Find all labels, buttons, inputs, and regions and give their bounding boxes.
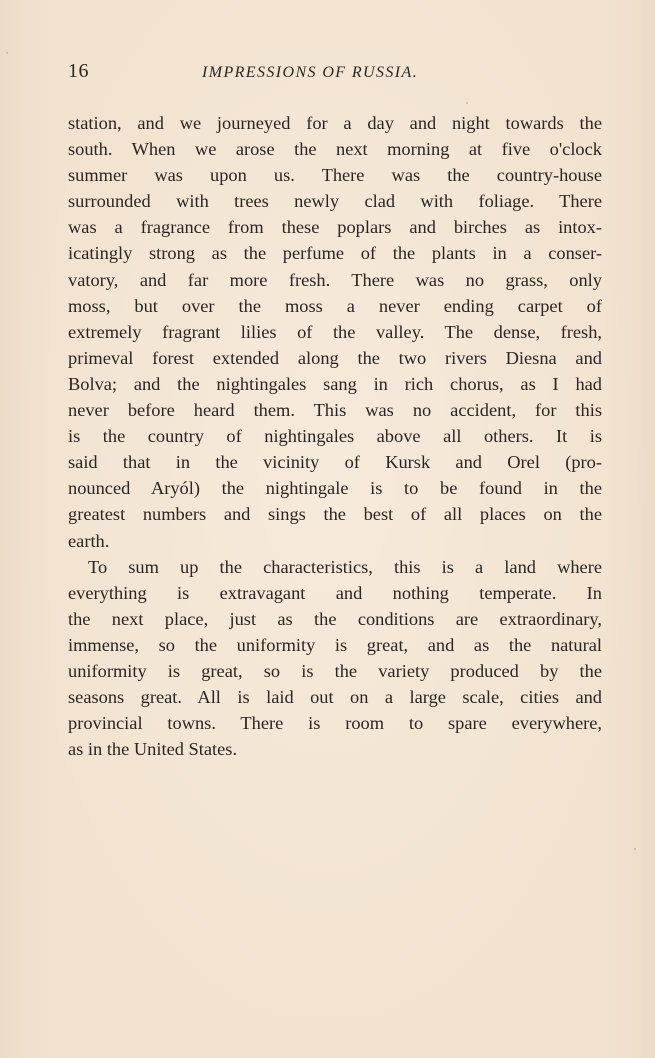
page-header bbox=[68, 60, 604, 90]
text-line: is the country of nightingales above all others. It is bbox=[68, 426, 602, 447]
text-line: surrounded with trees newly clad with foliage. There bbox=[68, 191, 602, 212]
paper-speck bbox=[634, 848, 636, 850]
text-line: icatingly strong as the perfume of the plants in a conser- bbox=[68, 243, 602, 264]
text-line: seasons great. All is laid out on a large scale, cities and bbox=[68, 687, 602, 708]
text-line: vatory, and far more fresh. There was no grass, only bbox=[68, 269, 602, 290]
text-line: Bolva; and the nightingales sang in rich chorus, as I had bbox=[68, 373, 602, 394]
text-line: station, and we journeyed for a day and night towards the bbox=[68, 113, 602, 133]
text-line: south. When we arose the next morning at five o'clock bbox=[68, 139, 602, 160]
paragraph bbox=[68, 554, 602, 763]
running-title: IMPRESSIONS OF RUSSIA. bbox=[202, 64, 419, 81]
text-line: was a fragrance from these poplars and birches as intox- bbox=[68, 217, 602, 238]
text-line: everything is extravagant and nothing temperate. In bbox=[68, 582, 602, 603]
text-line: uniformity is great, so is the variety produced by the bbox=[68, 660, 602, 681]
text-line: greatest numbers and sings the best of all places on the bbox=[68, 504, 602, 525]
body-text bbox=[68, 110, 602, 762]
text-line: moss, but over the moss a never ending carpet of bbox=[68, 295, 602, 316]
text-line: said that in the vicinity of Kursk and Orel (pro- bbox=[68, 452, 602, 473]
paper-speck bbox=[466, 102, 468, 104]
paper-speck bbox=[6, 52, 8, 54]
text-line: extremely fragrant lilies of the valley. The dense, fresh, bbox=[68, 321, 602, 342]
page-number: 16 bbox=[68, 60, 89, 82]
text-line: To sum up the characteristics, this is a land where bbox=[88, 556, 602, 577]
text-line: the next place, just as the conditions are extraordinary, bbox=[68, 608, 602, 629]
paragraph bbox=[68, 110, 602, 554]
text-line: nounced Aryól) the nightingale is to be found in the bbox=[68, 478, 602, 499]
text-line: earth. bbox=[68, 530, 110, 551]
text-line: summer was upon us. There was the country-house bbox=[68, 165, 602, 186]
text-line: primeval forest extended along the two rivers Diesna and bbox=[68, 347, 602, 368]
text-line: never before heard them. This was no accident, for this bbox=[68, 400, 602, 421]
text-line: immense, so the uniformity is great, and as the natural bbox=[68, 634, 602, 655]
text-line: provincial towns. There is room to spare everywhere, bbox=[68, 713, 602, 734]
text-line: as in the United States. bbox=[68, 739, 238, 760]
